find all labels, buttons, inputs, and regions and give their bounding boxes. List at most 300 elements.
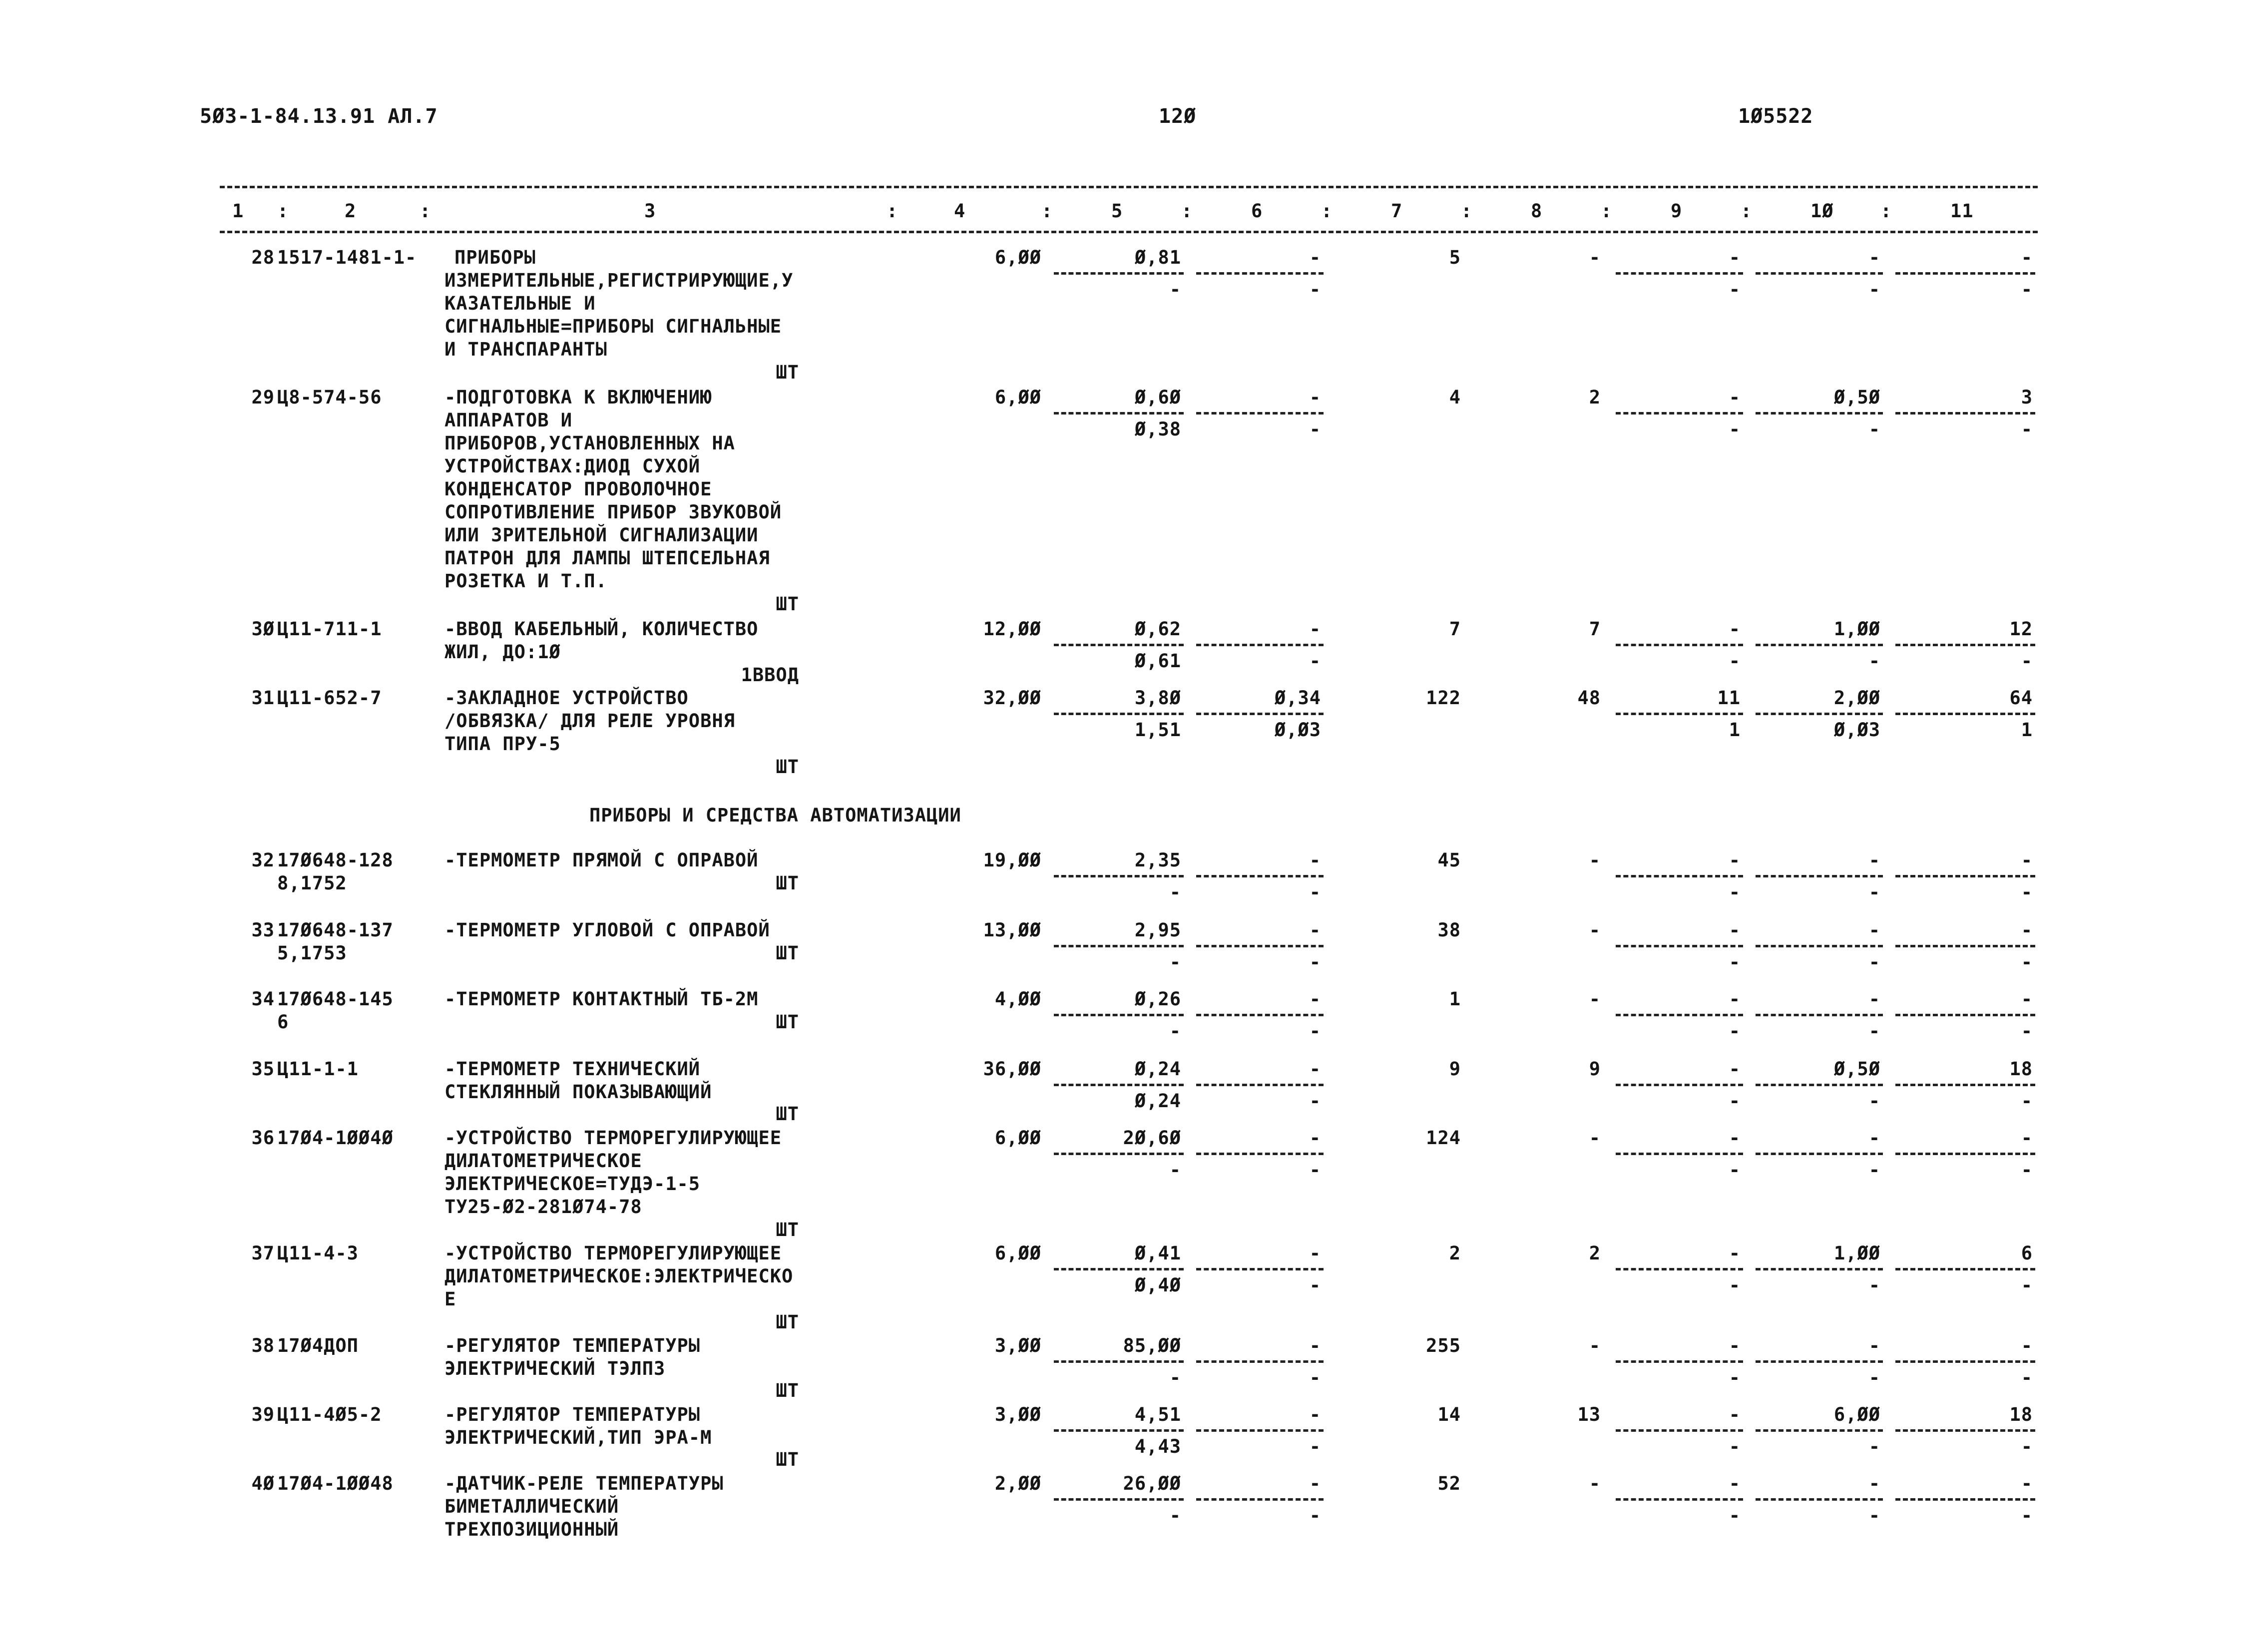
cell-divider bbox=[1616, 412, 1743, 414]
cell-divider bbox=[1616, 1498, 1743, 1501]
row-unit: ШТ bbox=[776, 1449, 799, 1470]
column-header-9: 9 bbox=[1671, 200, 1683, 222]
row-description-line: ТУ25-Ø2-281Ø74-78 bbox=[445, 1196, 642, 1218]
row-unit: ШТ bbox=[776, 872, 799, 894]
cell-c5b: Ø,4Ø bbox=[1134, 1274, 1181, 1296]
column-header-10: 1Ø bbox=[1810, 200, 1834, 222]
cell-c6: - bbox=[1309, 618, 1321, 640]
cell-divider bbox=[1895, 272, 2035, 275]
cell-divider bbox=[1054, 1429, 1184, 1432]
cell-c5: Ø,62 bbox=[1134, 618, 1181, 640]
cell-divider bbox=[1196, 1014, 1324, 1016]
cell-c10b: - bbox=[1868, 1436, 1880, 1457]
row-description-line: -ТЕРМОМЕТР КОНТАКТНЫЙ ТБ-2М bbox=[445, 988, 759, 1010]
cell-c6b: - bbox=[1309, 1090, 1321, 1112]
cell-divider bbox=[1895, 1153, 2035, 1155]
row-description-line: -ВВОД КАБЕЛЬНЫЙ, КОЛИЧЕСТВО bbox=[445, 618, 759, 640]
cell-c5b: - bbox=[1169, 881, 1181, 903]
header-bottom-rule bbox=[220, 231, 2038, 233]
cell-c5: 2Ø,6Ø bbox=[1123, 1127, 1181, 1149]
cell-divider bbox=[1616, 1014, 1743, 1016]
cell-c8: 2 bbox=[1589, 387, 1601, 408]
cell-c9b: - bbox=[1729, 1274, 1741, 1296]
row-unit: ШТ bbox=[776, 593, 799, 615]
row-code: 17Ø648-137 bbox=[277, 919, 394, 941]
cell-c10: Ø,5Ø bbox=[1833, 1058, 1880, 1080]
cell-c9: - bbox=[1729, 1335, 1741, 1356]
cell-c11b: - bbox=[2021, 881, 2033, 903]
cell-c4: 3,ØØ bbox=[994, 1404, 1041, 1425]
page-number: 12Ø bbox=[1159, 105, 1197, 128]
cell-c11b: - bbox=[2021, 279, 2033, 300]
row-number: 3Ø bbox=[251, 618, 275, 640]
cell-c6: - bbox=[1309, 1473, 1321, 1494]
cell-c6b: - bbox=[1309, 881, 1321, 903]
row-unit: ШТ bbox=[776, 1380, 799, 1401]
cell-divider bbox=[1616, 1429, 1743, 1432]
row-code-continuation: 6 bbox=[277, 1011, 289, 1033]
document-number: 1Ø5522 bbox=[1738, 105, 1813, 128]
row-unit: ШТ bbox=[776, 756, 799, 778]
cell-c8: - bbox=[1589, 1473, 1601, 1494]
column-separator: : bbox=[887, 200, 898, 222]
row-description-line: -ТЕРМОМЕТР ТЕХНИЧЕСКИЙ bbox=[445, 1058, 701, 1080]
cell-divider bbox=[1756, 1429, 1883, 1432]
cell-c6b: - bbox=[1309, 1367, 1321, 1388]
cell-c11: - bbox=[2021, 1473, 2033, 1494]
cell-c5b: - bbox=[1169, 1367, 1181, 1388]
cell-c9: - bbox=[1729, 988, 1741, 1010]
row-description-line: /ОБВЯЗКА/ ДЛЯ РЕЛЕ УРОВНЯ bbox=[445, 710, 735, 732]
cell-c11b: 1 bbox=[2021, 719, 2033, 741]
cell-c10: 1,ØØ bbox=[1833, 618, 1880, 640]
row-description-line: ЭЛЕКТРИЧЕСКОЕ=ТУДЭ-1-5 bbox=[445, 1173, 701, 1195]
row-number: 32 bbox=[251, 849, 275, 871]
cell-c9: - bbox=[1729, 1473, 1741, 1494]
cell-c6: Ø,34 bbox=[1274, 687, 1321, 709]
cell-c10: - bbox=[1868, 1335, 1880, 1356]
cell-c11: - bbox=[2021, 1127, 2033, 1149]
row-number: 29 bbox=[251, 387, 275, 408]
cell-c11b: - bbox=[2021, 418, 2033, 440]
cell-c6b: - bbox=[1309, 418, 1321, 440]
cell-c5: 3,8Ø bbox=[1134, 687, 1181, 709]
row-unit: ШТ bbox=[776, 1011, 799, 1033]
cell-c4: 19,ØØ bbox=[983, 849, 1041, 871]
cell-divider bbox=[1895, 945, 2035, 947]
cell-divider bbox=[1196, 1153, 1324, 1155]
cell-divider bbox=[1054, 1268, 1184, 1270]
cell-divider bbox=[1756, 644, 1883, 646]
cell-c5: Ø,24 bbox=[1134, 1058, 1181, 1080]
cell-c4: 36,ØØ bbox=[983, 1058, 1041, 1080]
cell-c10b: - bbox=[1868, 1020, 1880, 1042]
row-code: 17Ø4-1ØØ4Ø bbox=[277, 1127, 394, 1149]
cell-c6b: - bbox=[1309, 1436, 1321, 1457]
cell-c9b: - bbox=[1729, 881, 1741, 903]
cell-divider bbox=[1756, 272, 1883, 275]
cell-divider bbox=[1895, 1014, 2035, 1016]
cell-divider bbox=[1756, 1084, 1883, 1086]
row-description-line: СИГНАЛЬНЫЕ=ПРИБОРЫ СИГНАЛЬНЫЕ bbox=[445, 316, 782, 337]
cell-c7: 122 bbox=[1426, 687, 1461, 709]
cell-divider bbox=[1054, 272, 1184, 275]
cell-c5: Ø,6Ø bbox=[1134, 387, 1181, 408]
column-header-3: 3 bbox=[644, 200, 656, 222]
cell-c11b: - bbox=[2021, 1505, 2033, 1526]
cell-c10: - bbox=[1868, 1473, 1880, 1494]
cell-divider bbox=[1756, 1153, 1883, 1155]
row-description-line: ДИЛАТОМЕТРИЧЕСКОЕ:ЭЛЕКТРИЧЕСКО bbox=[445, 1265, 794, 1287]
cell-c5b: 1,51 bbox=[1134, 719, 1181, 741]
cell-c7: 7 bbox=[1449, 618, 1461, 640]
cell-c6b: - bbox=[1309, 1274, 1321, 1296]
cell-divider bbox=[1054, 875, 1184, 877]
cell-c6b: - bbox=[1309, 1505, 1321, 1526]
row-number: 39 bbox=[251, 1404, 275, 1425]
cell-divider bbox=[1895, 1429, 2035, 1432]
cell-c6b: - bbox=[1309, 1020, 1321, 1042]
row-description-line: Е bbox=[445, 1288, 456, 1310]
cell-c5b: - bbox=[1169, 1020, 1181, 1042]
cell-c9b: - bbox=[1729, 1505, 1741, 1526]
cell-c7: 2 bbox=[1449, 1242, 1461, 1264]
cell-divider bbox=[1895, 1084, 2035, 1086]
cell-c10b: Ø,Ø3 bbox=[1833, 719, 1880, 741]
cell-divider bbox=[1054, 1153, 1184, 1155]
cell-divider bbox=[1895, 713, 2035, 715]
cell-c8: - bbox=[1589, 919, 1601, 941]
cell-c5: 26,ØØ bbox=[1123, 1473, 1181, 1494]
cell-divider bbox=[1616, 875, 1743, 877]
cell-c7: 124 bbox=[1426, 1127, 1461, 1149]
cell-c10b: - bbox=[1868, 650, 1880, 672]
cell-c6b: - bbox=[1309, 650, 1321, 672]
cell-c7: 5 bbox=[1449, 247, 1461, 268]
cell-c9b: 1 bbox=[1729, 719, 1741, 741]
cell-c10: 1,ØØ bbox=[1833, 1242, 1880, 1264]
row-description-line: -ТЕРМОМЕТР ПРЯМОЙ С ОПРАВОЙ bbox=[445, 849, 759, 871]
row-description-line: -ПОДГОТОВКА К ВКЛЮЧЕНИЮ bbox=[445, 387, 712, 408]
row-description-line: АППАРАТОВ И bbox=[445, 410, 573, 431]
cell-c5b: - bbox=[1169, 1505, 1181, 1526]
cell-divider bbox=[1054, 412, 1184, 414]
cell-c9: - bbox=[1729, 247, 1741, 268]
cell-c11: 3 bbox=[2021, 387, 2033, 408]
table-top-rule bbox=[220, 186, 2038, 188]
cell-c7: 14 bbox=[1437, 1404, 1461, 1425]
cell-divider bbox=[1895, 1498, 2035, 1501]
cell-c10: Ø,5Ø bbox=[1833, 387, 1880, 408]
cell-c9b: - bbox=[1729, 279, 1741, 300]
cell-divider bbox=[1616, 945, 1743, 947]
cell-c5: Ø,41 bbox=[1134, 1242, 1181, 1264]
cell-c11: 64 bbox=[2009, 687, 2033, 709]
row-unit: 1ВВОД bbox=[741, 664, 799, 686]
cell-divider bbox=[1054, 644, 1184, 646]
cell-divider bbox=[1616, 644, 1743, 646]
cell-divider bbox=[1054, 1360, 1184, 1363]
cell-c4: 6,ØØ bbox=[994, 1242, 1041, 1264]
cell-divider bbox=[1196, 272, 1324, 275]
column-separator: : bbox=[420, 200, 432, 222]
row-description-line: РОЗЕТКА И Т.П. bbox=[445, 570, 607, 592]
cell-c8: 9 bbox=[1589, 1058, 1601, 1080]
cell-c10: 6,ØØ bbox=[1833, 1404, 1880, 1425]
row-description-line: -ЗАКЛАДНОЕ УСТРОЙСТВО bbox=[445, 687, 689, 709]
column-separator: : bbox=[1741, 200, 1753, 222]
cell-c5b: - bbox=[1169, 279, 1181, 300]
cell-divider bbox=[1895, 1268, 2035, 1270]
cell-divider bbox=[1054, 1084, 1184, 1086]
cell-c5b: Ø,38 bbox=[1134, 418, 1181, 440]
row-code: Ц11-4Ø5-2 bbox=[277, 1404, 382, 1425]
cell-c7: 9 bbox=[1449, 1058, 1461, 1080]
cell-c10b: - bbox=[1868, 1159, 1880, 1181]
cell-divider bbox=[1196, 1498, 1324, 1501]
cell-divider bbox=[1895, 1360, 2035, 1363]
column-header-11: 11 bbox=[1950, 200, 1974, 222]
row-unit: ШТ bbox=[776, 942, 799, 964]
cell-divider bbox=[1756, 875, 1883, 877]
cell-c8: - bbox=[1589, 247, 1601, 268]
cell-c6: - bbox=[1309, 849, 1321, 871]
row-number: 33 bbox=[251, 919, 275, 941]
cell-c7: 255 bbox=[1426, 1335, 1461, 1356]
cell-c8: 48 bbox=[1577, 687, 1601, 709]
cell-c11: - bbox=[2021, 849, 2033, 871]
cell-divider bbox=[1196, 713, 1324, 715]
cell-c10: 2,ØØ bbox=[1833, 687, 1880, 709]
row-code: Ц11-4-3 bbox=[277, 1242, 359, 1264]
cell-divider bbox=[1616, 1360, 1743, 1363]
cell-c11: - bbox=[2021, 1335, 2033, 1356]
cell-c6: - bbox=[1309, 1242, 1321, 1264]
cell-c6: - bbox=[1309, 1335, 1321, 1356]
cell-c6: - bbox=[1309, 247, 1321, 268]
cell-c9b: - bbox=[1729, 1436, 1741, 1457]
row-code-continuation: 5,1753 bbox=[277, 942, 347, 964]
cell-c10b: - bbox=[1868, 1367, 1880, 1388]
cell-c11: - bbox=[2021, 988, 2033, 1010]
cell-c9b: - bbox=[1729, 418, 1741, 440]
row-description-line: КОНДЕНСАТОР ПРОВОЛОЧНОЕ bbox=[445, 478, 712, 500]
column-header-7: 7 bbox=[1391, 200, 1403, 222]
cell-divider bbox=[1756, 945, 1883, 947]
cell-c4: 13,ØØ bbox=[983, 919, 1041, 941]
cell-divider bbox=[1196, 875, 1324, 877]
cell-c10b: - bbox=[1868, 418, 1880, 440]
row-number: 35 bbox=[251, 1058, 275, 1080]
row-description-line: ИЛИ ЗРИТЕЛЬНОЙ СИГНАЛИЗАЦИИ bbox=[445, 524, 759, 546]
cell-divider bbox=[1895, 875, 2035, 877]
cell-c9b: - bbox=[1729, 1020, 1741, 1042]
row-number: 34 bbox=[251, 988, 275, 1010]
row-description-line: СТЕКЛЯННЫЙ ПОКАЗЫВАЮЩИЙ bbox=[445, 1081, 712, 1103]
cell-c10b: - bbox=[1868, 951, 1880, 973]
cell-divider bbox=[1616, 1268, 1743, 1270]
cell-divider bbox=[1054, 713, 1184, 715]
cell-c7: 45 bbox=[1437, 849, 1461, 871]
row-description-line: БИМЕТАЛЛИЧЕСКИЙ bbox=[445, 1496, 619, 1517]
cell-c5b: - bbox=[1169, 1159, 1181, 1181]
cell-divider bbox=[1616, 1084, 1743, 1086]
cell-divider bbox=[1196, 1084, 1324, 1086]
cell-c6: - bbox=[1309, 1127, 1321, 1149]
cell-divider bbox=[1756, 1360, 1883, 1363]
cell-c6: - bbox=[1309, 387, 1321, 408]
cell-c10: - bbox=[1868, 919, 1880, 941]
cell-c5b: Ø,24 bbox=[1134, 1090, 1181, 1112]
cell-divider bbox=[1756, 1014, 1883, 1016]
row-description-line: -РЕГУЛЯТОР ТЕМПЕРАТУРЫ bbox=[445, 1335, 701, 1356]
row-number: 36 bbox=[251, 1127, 275, 1149]
cell-c9: - bbox=[1729, 919, 1741, 941]
row-description-line: -ДАТЧИК-РЕЛЕ ТЕМПЕРАТУРЫ bbox=[445, 1473, 724, 1494]
cell-c7: 4 bbox=[1449, 387, 1461, 408]
row-code: 17Ø4-1ØØ48 bbox=[277, 1473, 394, 1494]
cell-divider bbox=[1616, 713, 1743, 715]
cell-c11: 18 bbox=[2009, 1058, 2033, 1080]
cell-divider bbox=[1196, 644, 1324, 646]
cell-c5: 2,35 bbox=[1134, 849, 1181, 871]
cell-c11b: - bbox=[2021, 650, 2033, 672]
cell-c10: - bbox=[1868, 849, 1880, 871]
row-number: 28 bbox=[251, 247, 275, 268]
row-code: Ц8-574-56 bbox=[277, 387, 382, 408]
cell-c4: 6,ØØ bbox=[994, 247, 1041, 268]
cell-c5: Ø,26 bbox=[1134, 988, 1181, 1010]
column-separator: : bbox=[1601, 200, 1613, 222]
row-code-continuation: 8,1752 bbox=[277, 872, 347, 894]
row-description-line: ЖИЛ, ДО:1Ø bbox=[445, 641, 561, 663]
cell-c11: - bbox=[2021, 247, 2033, 268]
cell-divider bbox=[1616, 1153, 1743, 1155]
row-description-line: СОПРОТИВЛЕНИЕ ПРИБОР ЗВУКОВОЙ bbox=[445, 501, 782, 523]
cell-c5: 2,95 bbox=[1134, 919, 1181, 941]
cell-c10: - bbox=[1868, 1127, 1880, 1149]
cell-divider bbox=[1196, 1429, 1324, 1432]
row-description-line: ЭЛЕКТРИЧЕСКИЙ,ТИП ЭРА-М bbox=[445, 1427, 712, 1448]
row-code: 17Ø648-128 bbox=[277, 849, 394, 871]
column-separator: : bbox=[1461, 200, 1473, 222]
cell-c8: - bbox=[1589, 849, 1601, 871]
column-header-4: 4 bbox=[954, 200, 966, 222]
cell-c10b: - bbox=[1868, 1274, 1880, 1296]
cell-c9: 11 bbox=[1717, 687, 1741, 709]
cell-c9b: - bbox=[1729, 1090, 1741, 1112]
cell-c4: 12,ØØ bbox=[983, 618, 1041, 640]
cell-c11: 18 bbox=[2009, 1404, 2033, 1425]
cell-divider bbox=[1616, 272, 1743, 275]
cell-c9b: - bbox=[1729, 1367, 1741, 1388]
section-title: ПРИБОРЫ И СРЕДСТВА АВТОМАТИЗАЦИИ bbox=[589, 805, 961, 826]
cell-divider bbox=[1196, 945, 1324, 947]
cell-c5: 4,51 bbox=[1134, 1404, 1181, 1425]
cell-c11b: - bbox=[2021, 1020, 2033, 1042]
cell-c4: 2,ØØ bbox=[994, 1473, 1041, 1494]
row-description-line: КАЗАТЕЛЬНЫЕ И bbox=[445, 293, 596, 314]
cell-c9: - bbox=[1729, 1058, 1741, 1080]
row-number: 38 bbox=[251, 1335, 275, 1356]
cell-c11b: - bbox=[2021, 1367, 2033, 1388]
cell-divider bbox=[1756, 412, 1883, 414]
column-separator: : bbox=[1181, 200, 1193, 222]
cell-c6b: - bbox=[1309, 951, 1321, 973]
cell-c8: 13 bbox=[1577, 1404, 1601, 1425]
cell-c9b: - bbox=[1729, 650, 1741, 672]
row-description-line: -УСТРОЙСТВО ТЕРМОРЕГУЛИРУЮЩЕЕ bbox=[445, 1127, 782, 1149]
cell-c9b: - bbox=[1729, 951, 1741, 973]
cell-c4: 6,ØØ bbox=[994, 387, 1041, 408]
row-description-line: ПРИБОРОВ,УСТАНОВЛЕННЫХ НА bbox=[445, 432, 735, 454]
cell-c9: - bbox=[1729, 849, 1741, 871]
row-unit: ШТ bbox=[776, 362, 799, 383]
cell-c4: 32,ØØ bbox=[983, 687, 1041, 709]
cell-c7: 52 bbox=[1437, 1473, 1461, 1494]
cell-divider bbox=[1196, 1268, 1324, 1270]
cell-c10: - bbox=[1868, 247, 1880, 268]
row-code: Ц11-1-1 bbox=[277, 1058, 359, 1080]
document-code: 5Ø3-1-84.13.91 АЛ.7 bbox=[200, 105, 438, 128]
cell-c9: - bbox=[1729, 1404, 1741, 1425]
cell-c6: - bbox=[1309, 1404, 1321, 1425]
row-unit: ШТ bbox=[776, 1219, 799, 1240]
cell-c11: 6 bbox=[2021, 1242, 2033, 1264]
cell-c10b: - bbox=[1868, 1090, 1880, 1112]
cell-c9: - bbox=[1729, 1127, 1741, 1149]
cell-divider bbox=[1756, 1268, 1883, 1270]
row-description-line: -ТЕРМОМЕТР УГЛОВОЙ С ОПРАВОЙ bbox=[445, 919, 770, 941]
cell-c9: - bbox=[1729, 387, 1741, 408]
cell-c8: 7 bbox=[1589, 618, 1601, 640]
cell-c11: 12 bbox=[2009, 618, 2033, 640]
cell-c8: - bbox=[1589, 1335, 1601, 1356]
cell-c5: 85,ØØ bbox=[1123, 1335, 1181, 1356]
cell-c8: - bbox=[1589, 1127, 1601, 1149]
cell-c6b: Ø,Ø3 bbox=[1274, 719, 1321, 741]
column-header-2: 2 bbox=[345, 200, 357, 222]
cell-c5: Ø,81 bbox=[1134, 247, 1181, 268]
column-separator: : bbox=[277, 200, 289, 222]
cell-c7: 1 bbox=[1449, 988, 1461, 1010]
row-unit: ШТ bbox=[776, 1103, 799, 1125]
row-unit: ШТ bbox=[776, 1311, 799, 1333]
cell-divider bbox=[1196, 412, 1324, 414]
row-description-line: ПАТРОН ДЛЯ ЛАМПЫ ШТЕПСЕЛЬНАЯ bbox=[445, 547, 770, 569]
cell-divider bbox=[1895, 644, 2035, 646]
row-code: Ц11-652-7 bbox=[277, 687, 382, 709]
cell-divider bbox=[1895, 412, 2035, 414]
row-description-line: И ТРАНСПАРАНТЫ bbox=[445, 339, 607, 360]
column-separator: : bbox=[1041, 200, 1053, 222]
cell-c5b: - bbox=[1169, 951, 1181, 973]
cell-c8: - bbox=[1589, 988, 1601, 1010]
cell-c10b: - bbox=[1868, 1505, 1880, 1526]
cell-c6b: - bbox=[1309, 1159, 1321, 1181]
row-description-line: -РЕГУЛЯТОР ТЕМПЕРАТУРЫ bbox=[445, 1404, 701, 1425]
cell-divider bbox=[1756, 1498, 1883, 1501]
cell-c10: - bbox=[1868, 988, 1880, 1010]
cell-c11b: - bbox=[2021, 1090, 2033, 1112]
row-description-line: ИЗМЕРИТЕЛЬНЫЕ,РЕГИСТРИРУЮЩИЕ,У bbox=[445, 270, 794, 291]
column-separator: : bbox=[1321, 200, 1333, 222]
row-code: 17Ø648-145 bbox=[277, 988, 394, 1010]
cell-c11b: - bbox=[2021, 951, 2033, 973]
cell-c10b: - bbox=[1868, 881, 1880, 903]
cell-divider bbox=[1054, 1498, 1184, 1501]
column-header-6: 6 bbox=[1251, 200, 1263, 222]
